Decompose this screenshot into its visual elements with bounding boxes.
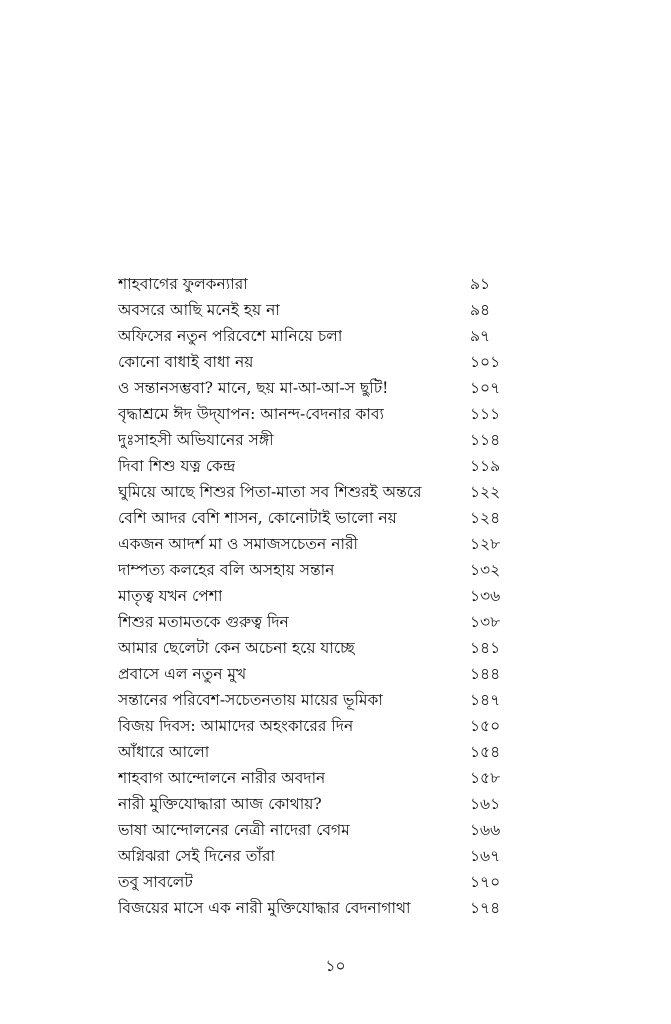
- toc-entry: [118, 271, 508, 297]
- toc-entry-title: অবসরে আছি মনেই হয় না: [118, 301, 280, 319]
- toc-entry-title: শিশুর মতামতকে গুরুত্ব দিন: [118, 613, 289, 631]
- toc-entry-page: ১৪১: [470, 639, 501, 657]
- toc-entry-page: ১০১: [470, 353, 501, 371]
- toc-entry-title: ও সন্তানসম্ভবা? মানে, ছয় মা-আ-আ-স ছুটি!: [118, 379, 389, 397]
- toc-entry-page: ১৫৮: [470, 769, 501, 787]
- toc-entry-page: ১২২: [470, 483, 501, 501]
- toc-entry-page: ১১৪: [470, 431, 501, 449]
- toc-entry: [118, 687, 508, 713]
- toc-entry: [118, 713, 508, 739]
- toc-entry-title: ঘুমিয়ে আছে শিশুর পিতা-মাতা সব শিশুরই অন্তরে: [118, 483, 422, 501]
- toc-entry: [118, 739, 508, 765]
- toc-entry-page: ১৭০: [470, 873, 501, 891]
- toc-entry-title: দাম্পত্য কলহের বলি অসহায় সন্তান: [118, 561, 335, 579]
- toc-entry: [118, 817, 508, 843]
- toc-entry: [118, 531, 508, 557]
- toc-entry-title: বিজয় দিবস: আমাদের অহংকারের দিন: [118, 717, 354, 735]
- toc-entry: [118, 765, 508, 791]
- toc-entry-title: কোনো বাধাই বাধা নয়: [118, 353, 254, 371]
- toc-entry-page: ১৪৭: [470, 691, 501, 709]
- toc-entry: [118, 479, 508, 505]
- toc-entry-title: বেশি আদর বেশি শাসন, কোনোটাই ভালো নয়: [118, 509, 397, 527]
- toc-entry: [118, 609, 508, 635]
- toc-entry: [118, 401, 508, 427]
- toc-entry: [118, 635, 508, 661]
- toc-entry-page: ১১৯: [470, 457, 501, 475]
- toc-entry-page: ১৩৬: [470, 587, 501, 605]
- table-of-contents: [118, 271, 508, 921]
- toc-entry: [118, 349, 508, 375]
- toc-entry: [118, 323, 508, 349]
- page-number: ১০: [325, 957, 346, 975]
- toc-entry-page: ৯৪: [470, 301, 491, 319]
- toc-entry: [118, 869, 508, 895]
- toc-entry-title: মাতৃত্ব যখন পেশা: [118, 587, 223, 605]
- toc-entry-title: প্রবাসে এল নতুন মুখ: [118, 665, 247, 683]
- toc-entry-title: সন্তানের পরিবেশ-সচেতনতায় মায়ের ভূমিকা: [118, 691, 383, 709]
- toc-entry-title: আমার ছেলেটা কেন অচেনা হয়ে যাচ্ছে: [118, 639, 355, 657]
- toc-entry-page: ১২৮: [470, 535, 501, 553]
- toc-entry-title: একজন আদর্শ মা ও সমাজসচেতন নারী: [118, 535, 358, 553]
- toc-entry-title: নারী মুক্তিযোদ্ধারা আজ কোথায়?: [118, 795, 322, 813]
- toc-entry-page: ১২৪: [470, 509, 501, 527]
- toc-entry-title: শাহবাগ আন্দোলনে নারীর অবদান: [118, 769, 326, 787]
- toc-entry-title: তবু সাবলেট: [118, 873, 193, 891]
- toc-entry-page: ১৭৪: [470, 899, 501, 917]
- toc-entry-page: ১১১: [470, 405, 501, 423]
- toc-entry-page: ১৬৭: [470, 847, 501, 865]
- toc-entry: [118, 427, 508, 453]
- toc-entry-page: ১৩৮: [470, 613, 501, 631]
- toc-entry: [118, 453, 508, 479]
- toc-entry-page: ৯১: [470, 275, 491, 293]
- toc-entry-page: ১৫৪: [470, 743, 501, 761]
- toc-entry-title: আঁধারে আলো: [118, 743, 210, 761]
- toc-entry: [118, 375, 508, 401]
- toc-entry-title: বিজয়ের মাসে এক নারী মুক্তিযোদ্ধার বেদনাগাথা: [118, 899, 411, 917]
- toc-entry: [118, 557, 508, 583]
- toc-entry: [118, 505, 508, 531]
- toc-entry-title: অফিসের নতুন পরিবেশে মানিয়ে চলা: [118, 327, 343, 345]
- toc-entry-page: ১৩২: [470, 561, 501, 579]
- toc-entry-title: ভাষা আন্দোলনের নেত্রী নাদেরা বেগম: [118, 821, 350, 839]
- toc-entry-title: অগ্নিঝরা সেই দিনের তাঁরা: [118, 847, 276, 865]
- toc-entry: [118, 895, 508, 921]
- toc-entry-page: ৯৭: [470, 327, 491, 345]
- toc-entry-page: ১৬৬: [470, 821, 501, 839]
- toc-entry-page: ১৪৪: [470, 665, 501, 683]
- toc-entry: [118, 583, 508, 609]
- toc-entry: [118, 661, 508, 687]
- toc-entry: [118, 791, 508, 817]
- toc-entry-page: ১৬১: [470, 795, 501, 813]
- toc-entry-page: ১৫০: [470, 717, 501, 735]
- toc-entry-title: শাহবাগের ফুলকন্যারা: [118, 275, 248, 293]
- toc-entry-title: দিবা শিশু যত্ন কেন্দ্র: [118, 457, 236, 475]
- toc-entry-title: দুঃসাহসী অভিযানের সঙ্গী: [118, 431, 274, 449]
- toc-entry: [118, 843, 508, 869]
- toc-entry-page: ১০৭: [470, 379, 501, 397]
- toc-entry: [118, 297, 508, 323]
- toc-entry-title: বৃদ্ধাশ্রমে ঈদ উদ্‌যাপন: আনন্দ-বেদনার কাব্য: [118, 405, 384, 423]
